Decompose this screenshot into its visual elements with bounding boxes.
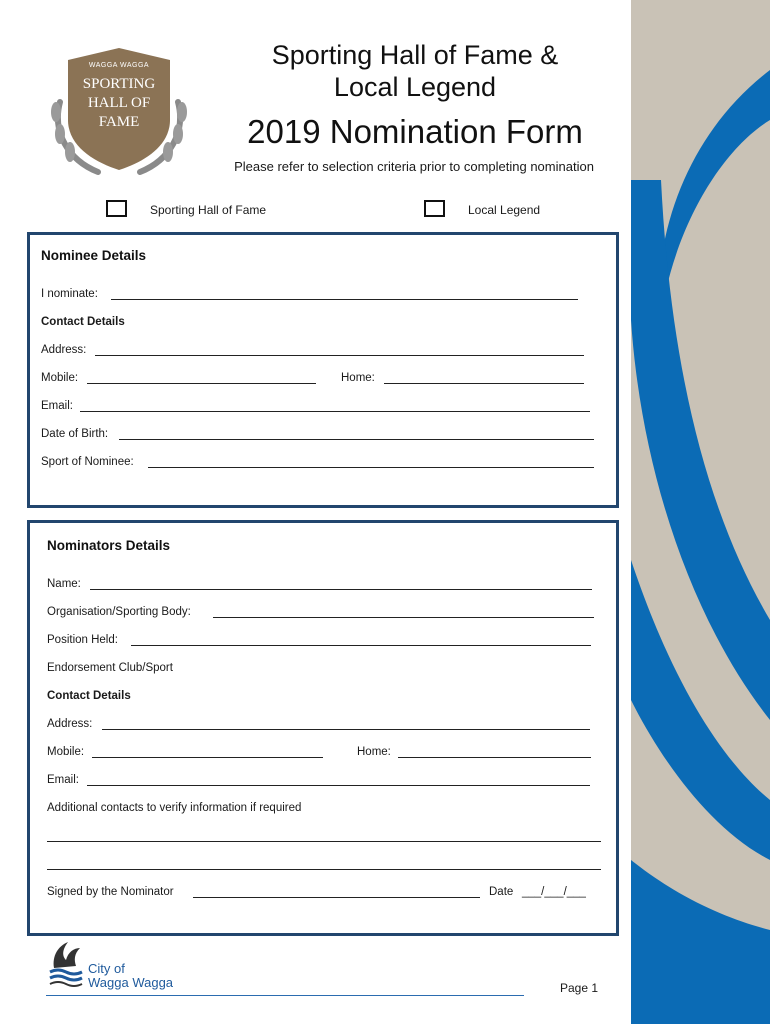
organisation-label: Organisation/Sporting Body:	[47, 606, 191, 618]
nominee-email-label: Email:	[41, 400, 73, 412]
logo-line1: SPORTING	[82, 76, 156, 92]
page-number: Page 1	[560, 981, 599, 995]
position-field[interactable]	[131, 645, 591, 646]
nominee-dob-label: Date of Birth:	[41, 428, 109, 440]
nominee-address-field[interactable]	[95, 355, 584, 356]
nominator-home-label: Home:	[357, 746, 391, 758]
hall-of-fame-checkbox[interactable]	[106, 200, 127, 217]
nominator-home-field[interactable]	[398, 757, 591, 758]
nominator-email-field[interactable]	[87, 785, 590, 786]
nominator-name-field[interactable]	[90, 589, 592, 590]
nominator-details-title: Nominators Details	[47, 538, 171, 553]
nominee-sport-field[interactable]	[148, 467, 594, 468]
logo-line3: FAME	[98, 114, 140, 130]
nominee-dob-field[interactable]	[119, 439, 594, 440]
city-name-line2: Wagga Wagga	[88, 975, 174, 990]
signature-field[interactable]	[193, 897, 480, 898]
position-label: Position Held:	[47, 634, 118, 646]
nominee-mobile-label: Mobile:	[41, 372, 79, 384]
nominee-sport-label: Sport of Nominee:	[41, 456, 134, 468]
city-crest-icon	[46, 938, 86, 988]
organisation-field[interactable]	[213, 617, 594, 618]
logo-top-text: WAGGA WAGGA	[88, 62, 150, 69]
nominee-contact-heading: Contact Details	[41, 316, 125, 328]
nominator-mobile-field[interactable]	[92, 757, 323, 758]
additional-contacts-field-2[interactable]	[47, 869, 601, 870]
subtitle: Please refer to selection criteria prior to completing nomination	[234, 159, 594, 174]
nominator-email-label: Email:	[47, 774, 79, 786]
nominee-home-field[interactable]	[384, 383, 584, 384]
nominator-details-panel	[27, 520, 619, 936]
i-nominate-field[interactable]	[111, 299, 578, 300]
hall-of-fame-label: Sporting Hall of Fame	[150, 203, 267, 217]
logo-line2: HALL OF	[87, 95, 151, 111]
nominator-address-field[interactable]	[102, 729, 590, 730]
endorsement-label: Endorsement Club/Sport	[47, 662, 173, 674]
additional-contacts-field-1[interactable]	[47, 841, 601, 842]
footer-rule	[46, 995, 524, 996]
date-label: Date	[489, 886, 514, 898]
additional-contacts-label: Additional contacts to verify information if required	[47, 802, 302, 814]
title-line2: Local Legend	[333, 72, 497, 102]
nominator-name-label: Name:	[47, 578, 81, 590]
signed-label: Signed by the Nominator	[47, 886, 174, 898]
decorative-side-band	[631, 0, 770, 1024]
title-line1: Sporting Hall of Fame &	[271, 40, 559, 70]
local-legend-label: Local Legend	[468, 203, 541, 217]
nominator-address-label: Address:	[47, 718, 93, 730]
nominator-mobile-label: Mobile:	[47, 746, 85, 758]
city-name-line1: City of	[88, 961, 125, 976]
nominee-address-label: Address:	[41, 344, 87, 356]
local-legend-checkbox[interactable]	[424, 200, 445, 217]
nominee-email-field[interactable]	[80, 411, 590, 412]
hall-of-fame-logo	[46, 42, 192, 184]
form-title: 2019 Nomination Form	[247, 113, 583, 150]
date-field[interactable]: ___/___/___	[522, 886, 586, 898]
nominee-home-label: Home:	[341, 372, 375, 384]
nominator-contact-heading: Contact Details	[47, 690, 131, 702]
nominee-details-title: Nominee Details	[41, 248, 147, 263]
i-nominate-label: I nominate:	[41, 288, 98, 300]
nominee-mobile-field[interactable]	[87, 383, 316, 384]
